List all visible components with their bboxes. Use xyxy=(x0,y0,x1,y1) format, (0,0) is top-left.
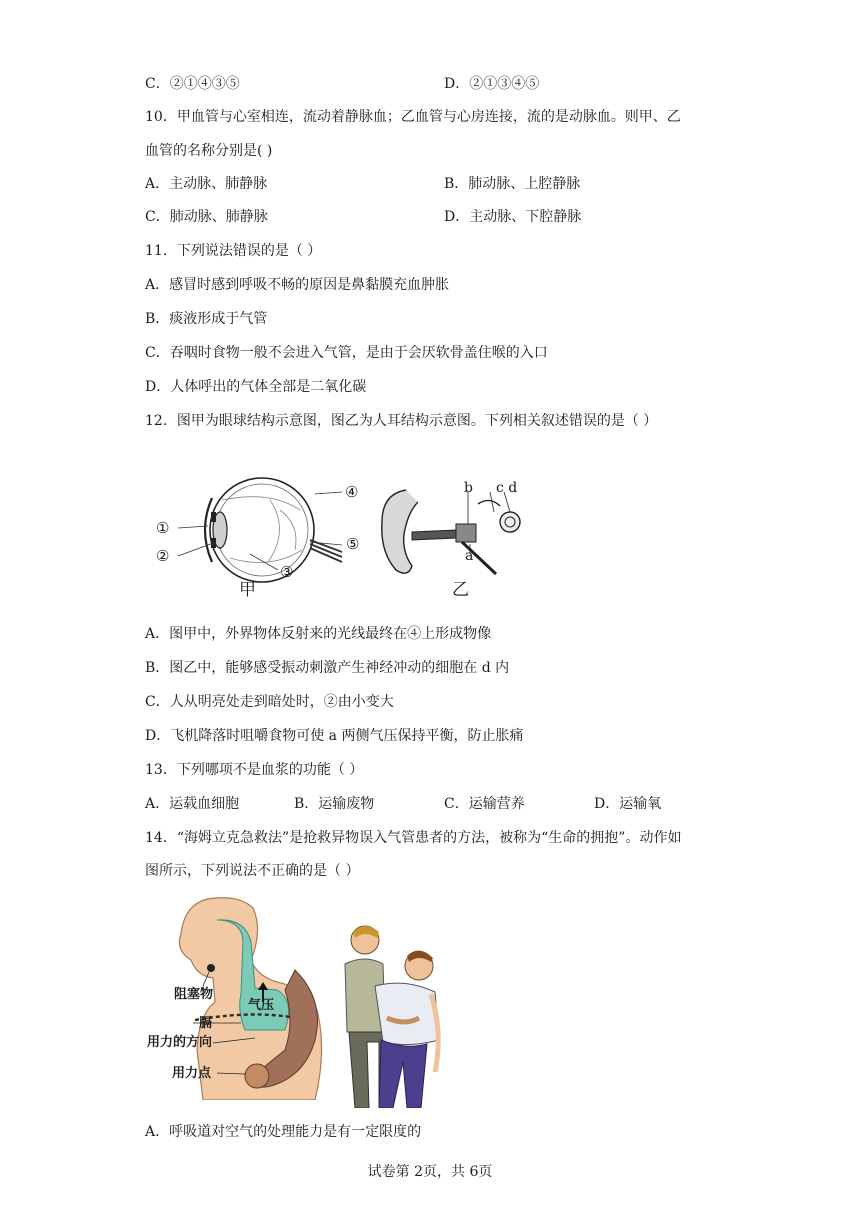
q13-option-c: C．运输营养 xyxy=(444,796,525,812)
q10-stem-line2: 血管的名称分别是( ) xyxy=(145,143,273,159)
patient-shirt xyxy=(375,983,439,1044)
q12-option-b: B．图乙中，能够感受振动刺激产生神经冲动的细胞在 d 内 xyxy=(145,660,510,676)
eye-label-5: ⑤ xyxy=(346,535,360,553)
rescuer-fist xyxy=(245,1064,269,1088)
obstruction-dot xyxy=(207,964,215,972)
q11-option-a: A．感冒时感到呼吸不畅的原因是鼻黏膜充血肿胀 xyxy=(145,277,450,293)
heimlich-people-illustration xyxy=(335,922,455,1108)
q11-option-c: C．吞咽时食物一般不会进入气管，是由于会厌软骨盖住喉的入口 xyxy=(145,345,548,361)
q11-stem: 11．下列说法错误的是（ ） xyxy=(145,243,322,259)
ear-label-a: a xyxy=(465,548,474,564)
eye-structure-figure xyxy=(150,470,375,610)
q10-option-d: D．主动脉、下腔静脉 xyxy=(444,209,582,225)
ear-figure-caption: 乙 xyxy=(452,580,469,600)
page-footer: 试卷第 2页，共 6页 xyxy=(367,1164,493,1180)
middle-ear xyxy=(456,524,476,542)
eye-label-1: ① xyxy=(156,519,170,537)
q13-option-a: A．运载血细胞 xyxy=(145,796,240,812)
q14-stem-line1: 14．“海姆立克急救法”是抢救异物误入气管患者的方法，被称为“生命的拥抱”。动作如 xyxy=(145,830,682,846)
eye-label-4: ④ xyxy=(345,483,359,501)
ear-canal xyxy=(412,530,456,540)
q10-stem-line1: 10．甲血管与心室相连，流动着静脉血；乙血管与心房连接，流的是动脉血。则甲、乙 xyxy=(145,109,681,125)
q9-option-d: D．②①③④⑤ xyxy=(444,76,540,92)
q12-stem: 12．图甲为眼球结构示意图，图乙为人耳结构示意图。下列相关叙述错误的是（ ） xyxy=(145,413,658,429)
label-diaphragm: 膈 xyxy=(199,1016,213,1031)
ear-label-b: b xyxy=(464,480,473,496)
q12-option-c: C．人从明亮处走到暗处时，②由小变大 xyxy=(145,694,394,710)
label-obstruction: 阻塞物 xyxy=(174,987,214,1002)
iris-upper xyxy=(211,512,216,522)
q12-option-a: A．图甲中，外界物体反射来的光线最终在④上形成物像 xyxy=(145,626,492,642)
q13-stem: 13．下列哪项不是血浆的功能（ ） xyxy=(145,762,364,778)
semicircular-canals xyxy=(478,500,500,506)
label-force-direction: 用力的方向 xyxy=(147,1035,213,1050)
q13-option-d: D．运输氧 xyxy=(594,796,662,812)
q9-option-c: C．②①④③⑤ xyxy=(145,76,240,92)
q10-option-c: C．肺动脉、肺静脉 xyxy=(145,209,268,225)
q10-option-b: B．肺动脉、上腔静脉 xyxy=(444,176,581,192)
q11-option-b: B．痰液形成于气管 xyxy=(145,311,268,327)
eye-label-2: ② xyxy=(156,547,170,565)
q10-option-a: A．主动脉、肺静脉 xyxy=(145,176,268,192)
q14-stem-line2: 图所示，下列说法不正确的是（ ） xyxy=(145,863,360,879)
label-pressure: 气压 xyxy=(248,998,275,1013)
q14-option-a: A．呼吸道对空气的处理能力是有一定限度的 xyxy=(145,1124,422,1140)
eye-label-3: ③ xyxy=(280,563,294,581)
q11-option-d: D．人体呼出的气体全部是二氧化碳 xyxy=(145,379,367,395)
cochlea xyxy=(500,512,520,532)
patient-pants xyxy=(379,1040,427,1108)
ear-label-cd: c d xyxy=(496,480,518,496)
label-force-point: 用力点 xyxy=(172,1066,212,1081)
eye-figure-caption: 甲 xyxy=(239,580,256,600)
q13-option-b: B．运输废物 xyxy=(294,796,375,812)
q12-option-d: D．飞机降落时咀嚼食物可使 a 两侧气压保持平衡，防止胀痛 xyxy=(145,728,524,744)
